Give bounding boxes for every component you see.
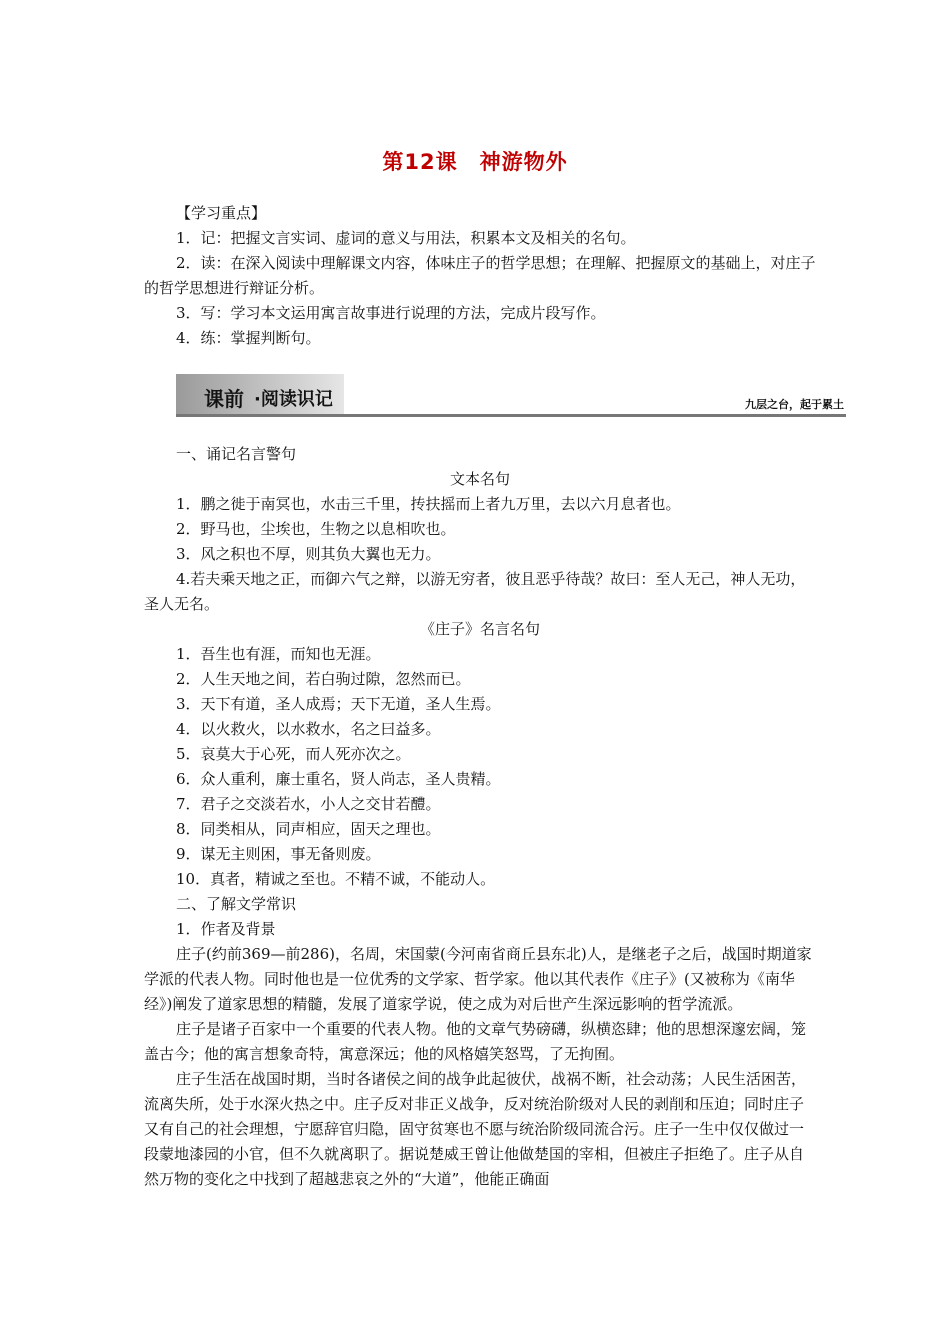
banner-motto: 九层之台，起于累土 <box>745 398 844 411</box>
banner-bold-text: 课前 <box>204 387 244 411</box>
quote-item: 1．吾生也有涯，而知也无涯。 <box>176 645 381 663</box>
quote-item: 3．天下有道，圣人成焉；天下无道，圣人生焉。 <box>176 695 501 713</box>
quote-item: 5．哀莫大于心死，而人死亦次之。 <box>176 745 411 763</box>
page-title <box>0 146 950 176</box>
section-header: 一、诵记名言警句 <box>176 445 297 463</box>
subsection-title: 文本名句 <box>449 470 510 488</box>
quote-item: 10．真者，精诚之至也。不精不诚，不能动人。 <box>176 870 496 888</box>
key-points-header: 【学习重点】 <box>176 204 267 222</box>
quote-item: 4．以火救火，以水救水，名之曰益多。 <box>176 720 441 738</box>
quote-item: 1．鹏之徙于南冥也，水击三千里，抟扶摇而上者九万里，去以六月息者也。 <box>176 495 681 513</box>
body-paragraph: 庄子生活在战国时期，当时各诸侯之间的战争此起彼伏，战祸不断，社会动荡；人民生活困苦，流离失所，处于水深火热之中。庄子反对非正义战争，反对统治阶级对人民的剥削和压迫；同时庄子又有自己的社会理想，宁愿辞官归隐，固守贫寒也不愿与统治阶级同流合污。庄子一生中仅仅做过一段蒙地漆园的小官，但不久就离职了。据说楚威王曾让他做楚国的宰相，但被庄子拒绝了。庄子从自然万物的变化之中找到了超越悲哀之外的“大道”，他能正确面 <box>144 1070 807 1188</box>
quote-item: 4.若夫乘天地之正，而御六气之辩，以游无穷者，彼且恶乎待哉？故曰：至人无己，神人无功，圣人无名。 <box>144 570 806 613</box>
lesson-number: 第12课 <box>382 150 458 174</box>
section-header: 二、了解文学常识 <box>176 895 297 913</box>
quote-item: 6．众人重利，廉士重名，贤人尚志，圣人贵精。 <box>176 770 501 788</box>
quote-item: 7．君子之交淡若水，小人之交甘若醴。 <box>176 795 441 813</box>
quote-item: 2．野马也，尘埃也，生物之以息相吹也。 <box>176 520 456 538</box>
body-paragraph: 庄子是诸子百家中一个重要的代表人物。他的文章气势磅礴，纵横恣肆；他的思想深邃宏阔，笼盖古今；他的寓言想象奇特，寓意深远；他的风格嬉笑怒骂，了无拘囿。 <box>144 1020 807 1063</box>
quote-item: 9．谋无主则困，事无备则废。 <box>176 845 381 863</box>
subsection-title: 1．作者及背景 <box>176 920 276 938</box>
key-point-item: 1．记：把握文言实词、虚词的意义与用法，积累本文及相关的名句。 <box>176 229 636 247</box>
quote-item: 8．同类相从，同声相应，固天之理也。 <box>176 820 441 838</box>
key-point-item: 3．写：学习本文运用寓言故事进行说理的方法，完成片段写作。 <box>176 304 606 322</box>
quote-item: 2．人生天地之间，若白驹过隙，忽然而已。 <box>176 670 471 688</box>
section-one <box>144 442 816 1192</box>
key-point-item: 2．读：在深入阅读中理解课文内容，体味庄子的哲学思想；在理解、把握原文的基础上，对庄子的哲学思想进行辩证分析。 <box>144 254 816 297</box>
key-point-item: 4．练：掌握判断句。 <box>176 329 321 347</box>
subsection-title: 《庄子》名言名句 <box>419 620 540 638</box>
lesson-name: 神游物外 <box>479 150 568 174</box>
quote-item: 3．风之积也不厚，则其负大翼也无力。 <box>176 545 441 563</box>
body-paragraph: 庄子(约前369—前286)，名周，宋国蒙(今河南省商丘县东北)人，是继老子之后，战国时期道家学派的代表人物。同时他也是一位优秀的文学家、哲学家。他以其代表作《庄子》(又被称为《南华经》)阐发了道家思想的精髓，发展了道家学说，使之成为对后世产生深远影响的哲学流派。 <box>144 945 812 1013</box>
key-points <box>144 201 816 351</box>
banner-subtitle: ·阅读识记 <box>254 389 333 410</box>
section-banner <box>176 374 846 418</box>
